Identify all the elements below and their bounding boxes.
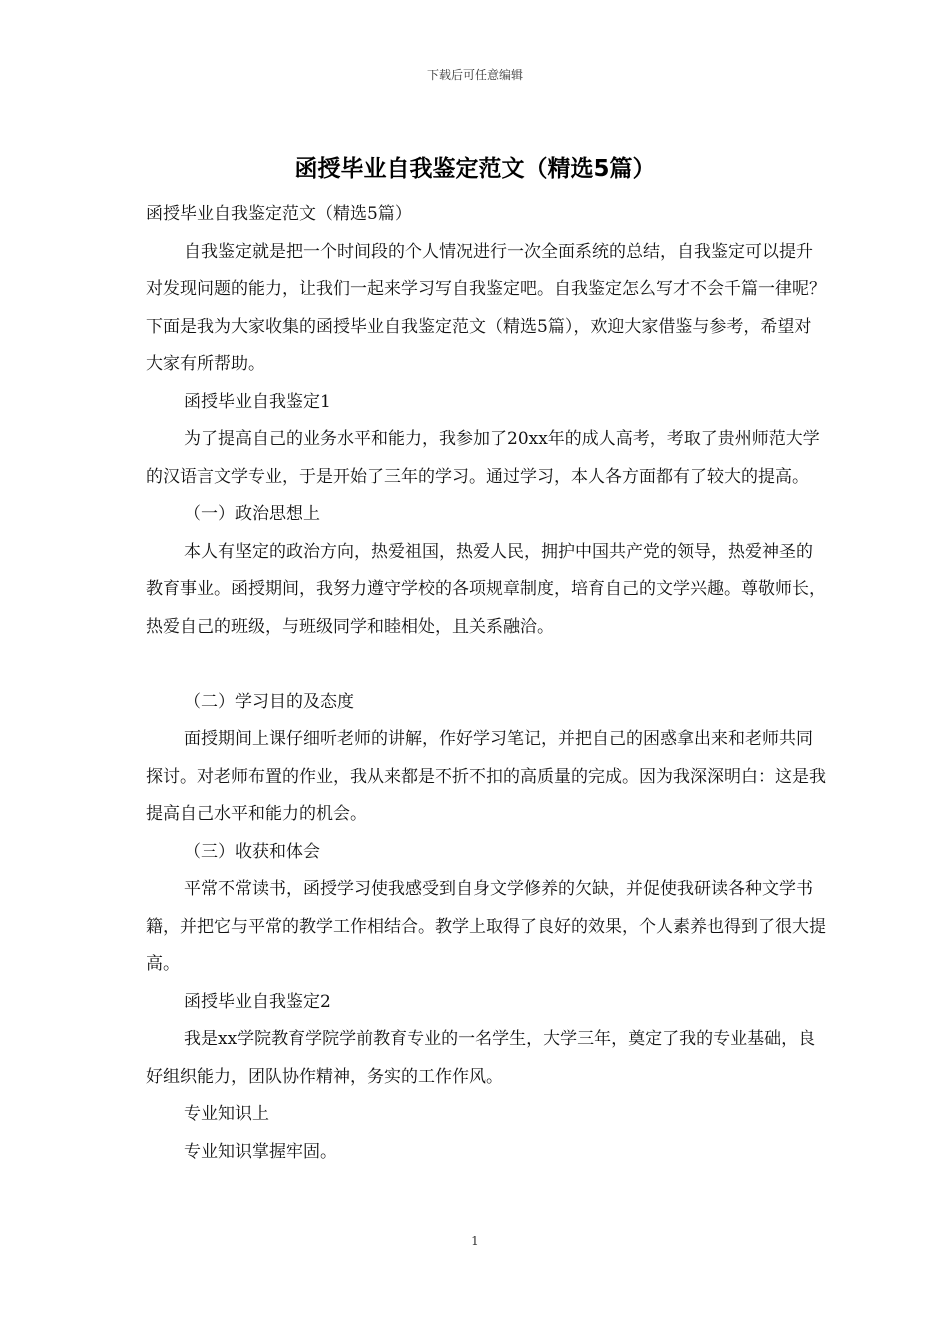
document-body <box>146 196 826 1171</box>
page-header-note: 下载后可任意编辑 <box>426 68 523 82</box>
section-heading-2: 函授毕业自我鉴定2 <box>184 991 331 1012</box>
subsection-heading-knowledge: 专业知识上 <box>184 1104 269 1124</box>
document-title: 函授毕业自我鉴定范文（精选5篇） <box>294 156 656 182</box>
body-paragraph: 我是xx学院教育学院学前教育专业的一名学生，大学三年，奠定了我的专业基础，良好组织能力，团队协作精神，务实的工作作风。 <box>146 1029 816 1087</box>
body-paragraph: 面授期间上课仔细听老师的讲解，作好学习笔记，并把自己的困惑拿出来和老师共同探讨。对老师布置的作业，我从来都是不折不扣的高质量的完成。因为我深深明白：这是我提高自己水平和能力的机会。 <box>146 729 826 824</box>
body-paragraph: 平常不常读书，函授学习使我感受到自身文学修养的欠缺，并促使我研读各种文学书籍，并把它与平常的教学工作相结合。教学上取得了良好的效果，个人素养也得到了很大提高。 <box>146 879 826 974</box>
body-paragraph: 本人有坚定的政治方向，热爱祖国，热爱人民，拥护中国共产党的领导，热爱神圣的教育事业。函授期间，我努力遵守学校的各项规章制度，培育自己的文学兴趣。尊敬师长，热爱自己的班级，与班级同学和睦相处，且关系融洽。 <box>146 541 826 637</box>
section-heading-1: 函授毕业自我鉴定1 <box>184 391 331 412</box>
body-paragraph: 为了提高自己的业务水平和能力，我参加了20xx年的成人高考，考取了贵州师范大学的汉语言文学专业，于是开始了三年的学习。通过学习，本人各方面都有了较大的提高。 <box>146 429 820 487</box>
subsection-heading-politics: （一）政治思想上 <box>184 504 320 524</box>
body-paragraph: 专业知识掌握牢固。 <box>184 1141 337 1162</box>
intro-paragraph: 自我鉴定就是把一个时间段的个人情况进行一次全面系统的总结，自我鉴定可以提升对发现问题的能力，让我们一起来学习写自我鉴定吧。自我鉴定怎么写才不会千篇一律呢？下面是我为大家收集的函授毕业自我鉴定范文（精选5篇），欢迎大家借鉴与参考，希望对大家有所帮助。 <box>146 241 826 374</box>
subsection-heading-study: （二）学习目的及态度 <box>184 691 354 712</box>
subtitle-paragraph: 函授毕业自我鉴定范文（精选5篇） <box>146 204 412 224</box>
subsection-heading-gains: （三）收获和体会 <box>184 841 320 862</box>
blank-line <box>146 646 826 684</box>
page-number: 1 <box>471 1234 479 1248</box>
